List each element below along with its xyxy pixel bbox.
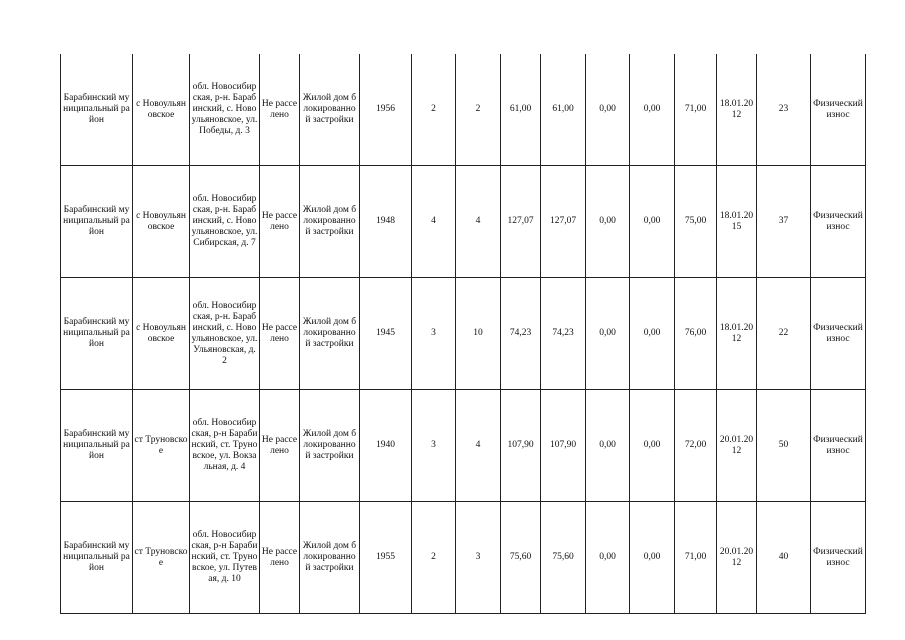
- value1-cell: 0,00: [586, 502, 630, 614]
- count2-cell: 3: [456, 502, 501, 614]
- wear-cell: 71,00: [675, 502, 717, 614]
- number-cell: 22: [757, 278, 811, 390]
- value2-cell: 0,00: [630, 278, 675, 390]
- table-row: [61, 502, 866, 614]
- reason-cell: Физический износ: [811, 390, 866, 502]
- status-cell: Не расселено: [260, 278, 300, 390]
- address-cell: обл. Новосибирская, р-н Барабинский, ст. Труновское, ул. Путевая, д. 10: [190, 502, 260, 614]
- year-cell: 1948: [360, 166, 412, 278]
- housing-table: [60, 54, 866, 614]
- count2-cell: 4: [456, 166, 501, 278]
- area-total-cell: 74,23: [501, 278, 541, 390]
- table-body: [61, 54, 866, 614]
- table-row: [61, 390, 866, 502]
- settlement-cell: с Новоульяновское: [133, 54, 190, 166]
- reason-cell: Физический износ: [811, 166, 866, 278]
- area-living-cell: 74,23: [541, 278, 586, 390]
- value1-cell: 0,00: [586, 278, 630, 390]
- reason-cell: Физический износ: [811, 54, 866, 166]
- district-cell: Барабинский муниципальный район: [61, 54, 133, 166]
- value1-cell: 0,00: [586, 390, 630, 502]
- type-cell: Жилой дом блокированной застройки: [300, 54, 360, 166]
- settlement-cell: с Новоульяновское: [133, 166, 190, 278]
- date-cell: 20.01.2012: [717, 390, 757, 502]
- value2-cell: 0,00: [630, 166, 675, 278]
- address-cell: обл. Новосибирская, р-н. Барабинский, с. Новоульяновское, ул. Сибирская, д. 7: [190, 166, 260, 278]
- district-cell: Барабинский муниципальный район: [61, 166, 133, 278]
- status-cell: Не расселено: [260, 54, 300, 166]
- area-living-cell: 107,90: [541, 390, 586, 502]
- type-cell: Жилой дом блокированной застройки: [300, 278, 360, 390]
- address-cell: обл. Новосибирская, р-н. Барабинский, с. Новоульяновское, ул. Победы, д. 3: [190, 54, 260, 166]
- year-cell: 1955: [360, 502, 412, 614]
- date-cell: 18.01.2015: [717, 166, 757, 278]
- number-cell: 37: [757, 166, 811, 278]
- year-cell: 1940: [360, 390, 412, 502]
- value1-cell: 0,00: [586, 54, 630, 166]
- date-cell: 18.01.2012: [717, 278, 757, 390]
- status-cell: Не расселено: [260, 166, 300, 278]
- wear-cell: 71,00: [675, 54, 717, 166]
- count1-cell: 2: [412, 54, 456, 166]
- number-cell: 23: [757, 54, 811, 166]
- settlement-cell: ст Труновское: [133, 502, 190, 614]
- area-total-cell: 61,00: [501, 54, 541, 166]
- count2-cell: 4: [456, 390, 501, 502]
- address-cell: обл. Новосибирская, р-н Барабинский, ст. Труновское, ул. Вокзальная, д. 4: [190, 390, 260, 502]
- district-cell: Барабинский муниципальный район: [61, 390, 133, 502]
- table-row: [61, 54, 866, 166]
- value2-cell: 0,00: [630, 502, 675, 614]
- wear-cell: 72,00: [675, 390, 717, 502]
- table-row: [61, 166, 866, 278]
- table-row: [61, 278, 866, 390]
- year-cell: 1956: [360, 54, 412, 166]
- district-cell: Барабинский муниципальный район: [61, 502, 133, 614]
- count1-cell: 2: [412, 502, 456, 614]
- settlement-cell: с Новоульяновское: [133, 278, 190, 390]
- year-cell: 1945: [360, 278, 412, 390]
- area-living-cell: 75,60: [541, 502, 586, 614]
- type-cell: Жилой дом блокированной застройки: [300, 502, 360, 614]
- count2-cell: 2: [456, 54, 501, 166]
- count1-cell: 3: [412, 278, 456, 390]
- value2-cell: 0,00: [630, 390, 675, 502]
- district-cell: Барабинский муниципальный район: [61, 278, 133, 390]
- value2-cell: 0,00: [630, 54, 675, 166]
- area-total-cell: 75,60: [501, 502, 541, 614]
- area-total-cell: 107,90: [501, 390, 541, 502]
- area-living-cell: 61,00: [541, 54, 586, 166]
- date-cell: 18.01.2012: [717, 54, 757, 166]
- wear-cell: 76,00: [675, 278, 717, 390]
- status-cell: Не расселено: [260, 390, 300, 502]
- status-cell: Не расселено: [260, 502, 300, 614]
- area-living-cell: 127,07: [541, 166, 586, 278]
- reason-cell: Физический износ: [811, 278, 866, 390]
- number-cell: 40: [757, 502, 811, 614]
- type-cell: Жилой дом блокированной застройки: [300, 390, 360, 502]
- date-cell: 20.01.2012: [717, 502, 757, 614]
- count1-cell: 3: [412, 390, 456, 502]
- count1-cell: 4: [412, 166, 456, 278]
- wear-cell: 75,00: [675, 166, 717, 278]
- reason-cell: Физический износ: [811, 502, 866, 614]
- area-total-cell: 127,07: [501, 166, 541, 278]
- settlement-cell: ст Труновское: [133, 390, 190, 502]
- count2-cell: 10: [456, 278, 501, 390]
- number-cell: 50: [757, 390, 811, 502]
- address-cell: обл. Новосибирская, р-н. Барабинский, с. Новоульяновское, ул. Ульяновская, д. 2: [190, 278, 260, 390]
- value1-cell: 0,00: [586, 166, 630, 278]
- type-cell: Жилой дом блокированной застройки: [300, 166, 360, 278]
